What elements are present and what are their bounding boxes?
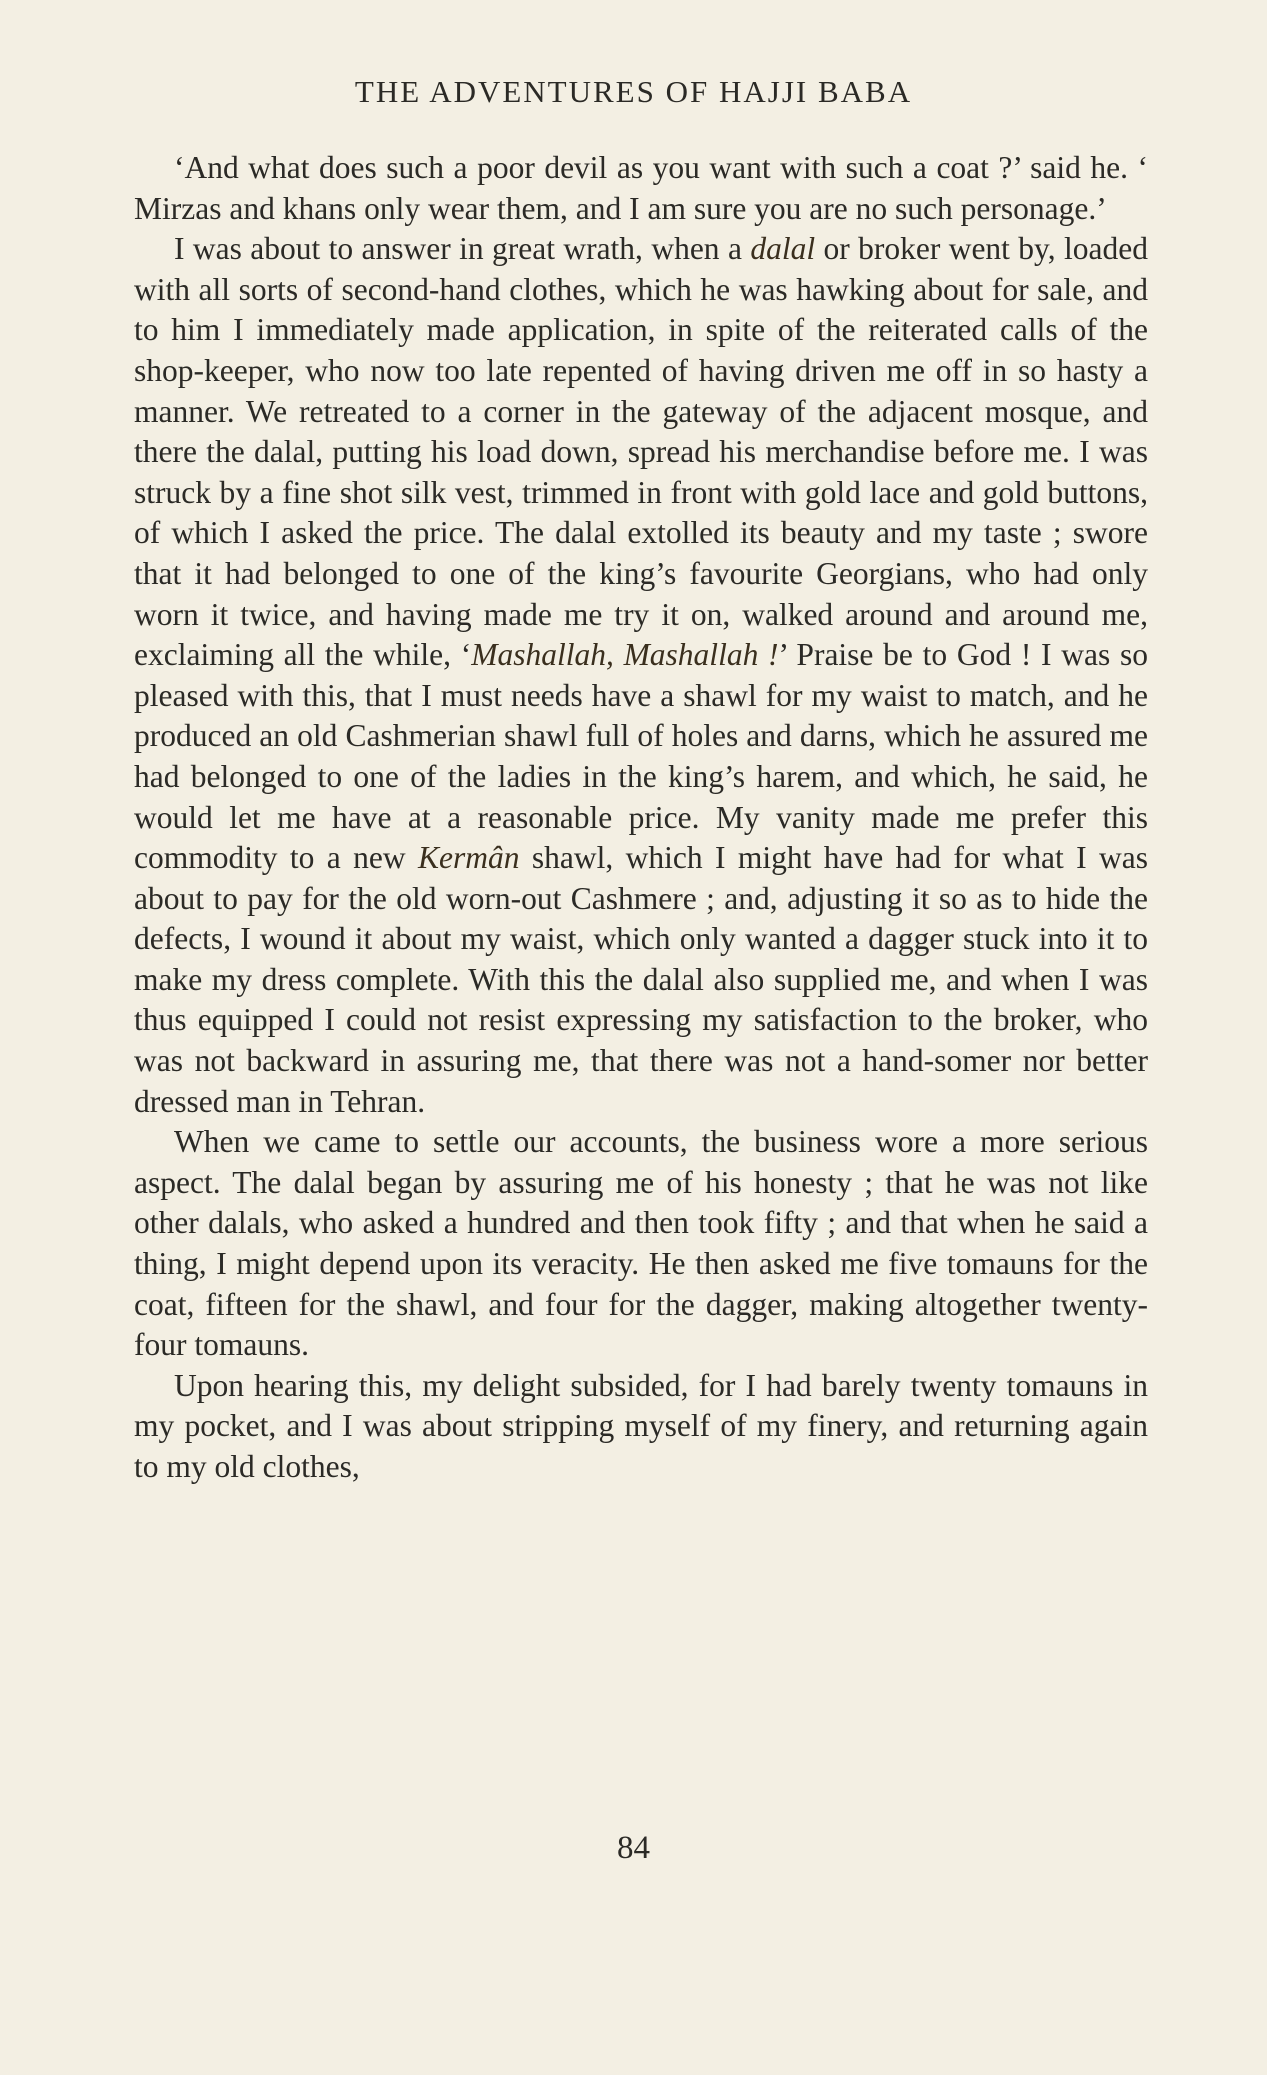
italic-term: dalal xyxy=(750,231,816,267)
text-run: shawl, which I might have had for what I was about to pay for the old worn-out Cashmere ; and, adjusting it so as to hide the defects, I wound it about my waist, which only wanted a dagger stuck into it to make my dress complete. With this the dalal also supplied me, and when I was thus equipped I could not resist expressing my satisfaction to the broker, who was not backward in assuring me, that there was not a hand-somer nor better dressed man in Tehran. xyxy=(134,840,1148,1119)
running-head: THE ADVENTURES OF HAJJI BABA xyxy=(354,74,913,109)
paragraph xyxy=(134,1366,1148,1488)
italic-term: Kermân xyxy=(417,840,520,876)
body-text xyxy=(134,148,1148,1488)
text-run: or broker went by, loaded with all sorts of second-hand clothes, which he was hawking about for sale, and to him I immediately made application, in spite of the reiterated calls of the shop-keeper, who now too late repented of having driven me off in so hasty a manner. We retreated to a corner in the gateway of the adjacent mosque, and there the dalal, putting his load down, spread his merchandise before me. I was struck by a fine shot silk vest, trimmed in front with gold lace and gold buttons, of which I asked the price. The dalal extolled its beauty and my taste ; swore that it had belonged to one of the king’s favourite Georgians, who had only worn it twice, and having made me try it on, walked around and around me, exclaiming all the while, ‘ xyxy=(134,231,1148,673)
text-run: ‘And what does such a poor devil as you want with such a coat ?’ said he. ‘ Mirzas and khans only wear them, and I am sure you are no such personage.’ xyxy=(134,150,1148,226)
text-run: Upon hearing this, my delight subsided, for I had barely twenty tomauns in my pocket, and I was about stripping myself of my finery, and returning again to my old clothes, xyxy=(134,1367,1148,1484)
text-run: When we came to settle our accounts, the business wore a more serious aspect. The dalal began by assuring me of his honesty ; that he was not like other dalals, who asked a hundred and then took fifty ; and that when he said a thing, I might depend upon its veracity. He then asked me five tomauns for the coat, fifteen for the shawl, and four for the dagger, making altogether twenty-four tomauns. xyxy=(134,1124,1148,1363)
paragraph xyxy=(134,148,1148,229)
text-run: ’ Praise be to God ! I was so pleased with this, that I must needs have a shawl for my waist to match, and he produced an old Cashmerian shawl full of holes and darns, which he assured me had belonged to one of the ladies in the king’s harem, and which, he said, he would let me have at a reasonable price. My vanity made me prefer this commodity to a new xyxy=(134,637,1149,876)
text-run: I was about to answer in great wrath, when a xyxy=(174,231,751,267)
paragraph xyxy=(134,229,1148,1122)
paragraph xyxy=(134,1122,1148,1366)
italic-term: Mashallah, Mashallah ! xyxy=(471,637,779,673)
page-number: 84 xyxy=(617,1830,650,1866)
